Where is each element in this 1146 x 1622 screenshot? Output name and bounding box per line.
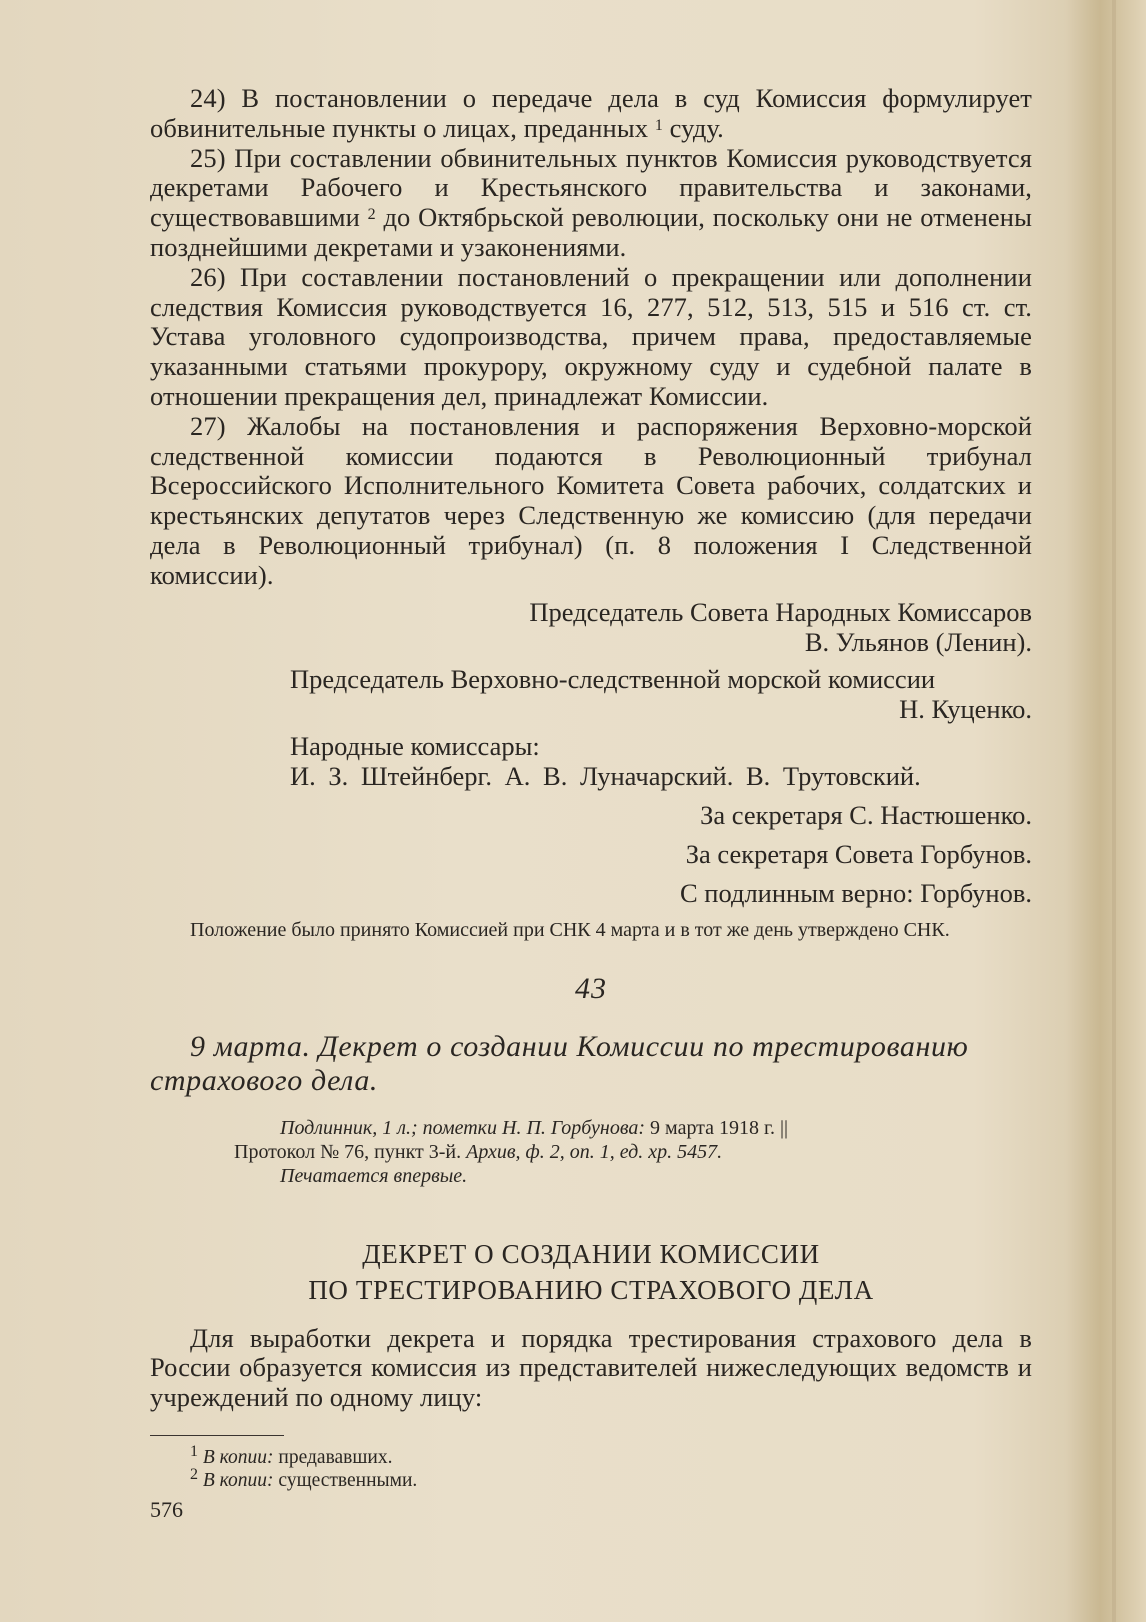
decree-title (150, 1236, 1032, 1308)
footnote-1-label: В копии: (202, 1446, 274, 1468)
certified-signature: С подлинным верно: Горбунов. (680, 877, 1032, 908)
source-original: Подлинник, 1 л.; пометки Н. П. Горбунова: (280, 1116, 646, 1139)
footnote-2-mark: 2 (190, 1465, 198, 1483)
article-25-tail: до Октябрьской революции, поскольку они не отменены позднейшими декретами и узаконениями. (150, 202, 1032, 262)
commission-chair-name: Н. Куценко. (899, 693, 1032, 724)
article-27 (150, 412, 1032, 591)
article-24-text: 24) В постановлении о передаче дела в суд Комиссия формулирует обвинительные пункты о лицах, преданных (150, 83, 1032, 143)
decree-title-line-1: ДЕКРЕТ О СОЗДАНИИ КОМИССИИ (362, 1238, 820, 1269)
source-reference (234, 1116, 1032, 1188)
commissars-label: Народные комиссары: (290, 730, 540, 761)
footnotes (190, 1442, 1032, 1492)
footnote-ref-1[interactable]: 1 (654, 116, 663, 134)
document-number: 43 (575, 971, 607, 1005)
binding-edge (1112, 0, 1116, 1622)
article-26 (150, 263, 1032, 412)
article-25-text: 25) При составлении обвинительных пунктов Комиссия руководствуется декретами Рабочего и Крестьянского правительства и законами, существовавшими (150, 142, 1032, 233)
footnote-1-mark: 1 (190, 1442, 198, 1460)
document-heading: 9 марта. Декрет о создании Комиссии по трестированию страхового дела. (150, 1029, 969, 1097)
commissars-names: И. З. Штейнберг. А. В. Луначарский. В. Трутовский. (290, 760, 921, 791)
source-line-3: Печатается впервые. (280, 1164, 468, 1187)
article-25 (150, 144, 1032, 263)
footnote-2 (190, 1465, 1032, 1492)
footnote-1 (190, 1442, 1032, 1469)
decree-body: Для выработки декрета и порядка трестирования страхового дела в России образуется комиссия из представителей нижеследующих ведомств и учреждений по одному лицу: (150, 1322, 1032, 1413)
footnote-ref-2[interactable]: 2 (367, 206, 376, 224)
footnote-1-text: предававших. (273, 1446, 393, 1468)
chair-name: В. Ульянов (Ленин). (804, 626, 1032, 657)
footnote-2-text: существенными. (273, 1469, 418, 1491)
footnote-2-label: В копии: (202, 1469, 274, 1491)
commission-chair-title: Председатель Верховно-следственной морской комиссии (290, 663, 936, 694)
secretary-signature: За секретаря С. Настюшенко. (700, 799, 1032, 830)
article-24 (150, 84, 1032, 144)
council-secretary-signature: За секретаря Совета Горбунов. (685, 838, 1032, 869)
article-27-text: 27) Жалобы на постановления и распоряжения Верховно-морской следственной комиссии подаются в Революционный трибунал Всероссийского Исполнительного Комитета Совета рабочих, солдатских и крестьянских депутатов через Следственную же комиссию (для передачи дела в Революционный трибунал) (п. 8 положения I Следственной комиссии). (150, 410, 1032, 590)
adoption-note: Положение было принято Комиссией при СНК 4 марта и в тот же день утверждено СНК. (190, 918, 950, 941)
chair-title: Председатель Совета Народных Комиссаров (529, 596, 1032, 627)
page-number: 576 (150, 1497, 183, 1522)
article-26-text: 26) При составлении постановлений о прекращении или дополнении следствия Комиссия руководствуется 16, 277, 512, 513, 515 и 516 ст. ст. Устава уголовного судопроизводства, причем права, предоставляемые указанными статьями прокурору, окружному суду и судебной палате в отношении прекращения дел, принадлежат Комиссии. (150, 261, 1032, 411)
source-line-1 (280, 1116, 1032, 1140)
article-24-tail: суду. (662, 112, 724, 143)
page-content (150, 84, 1032, 1492)
source-date: 9 марта 1918 г. || (645, 1116, 788, 1139)
footnote-divider (150, 1435, 284, 1436)
signature-block (150, 597, 1032, 908)
source-archive: Архив, ф. 2, оп. 1, ед. хр. 5457. (466, 1140, 723, 1163)
decree-title-line-2: ПО ТРЕСТИРОВАНИЮ СТРАХОВОГО ДЕЛА (308, 1274, 874, 1305)
source-protocol: Протокол № 76, пункт 3-й. (234, 1140, 467, 1163)
source-line-2 (234, 1140, 1032, 1164)
